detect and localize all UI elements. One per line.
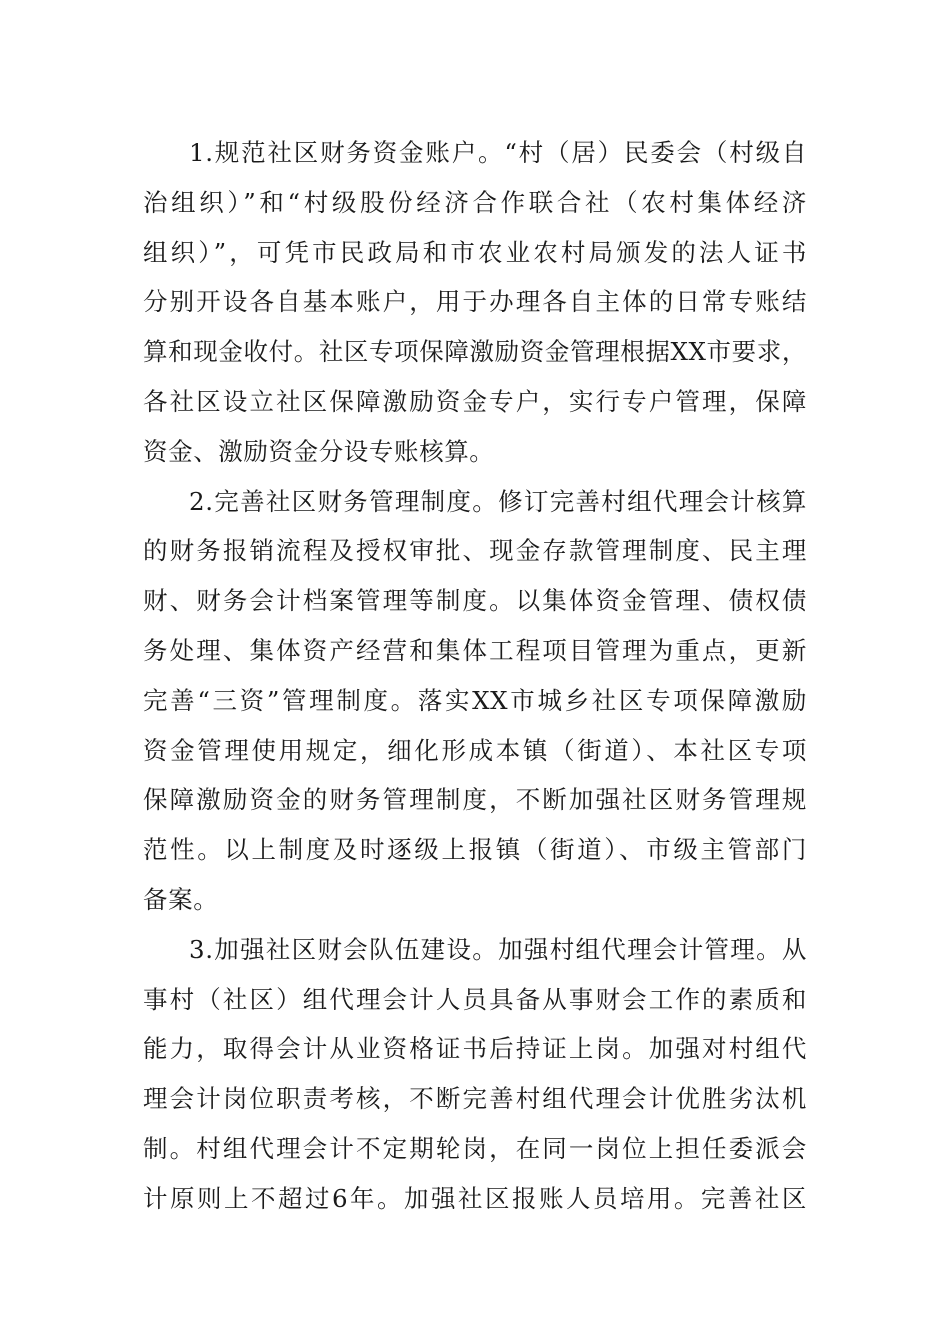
paragraph-line: 计原则上不超过6年。加强社区报账人员培用。完善社区 <box>143 1183 807 1213</box>
paragraph-line: 务处理、集体资产经营和集体工程项目管理为重点，更新 <box>143 635 807 665</box>
paragraph-line: 保障激励资金的财务管理制度，不断加强社区财务管理规 <box>143 785 807 815</box>
paragraph-line: 备案。 <box>143 884 219 914</box>
paragraph-line: 各社区设立社区保障激励资金专户，实行专户管理，保障 <box>143 386 807 416</box>
paragraph-line: 资金、激励资金分设专账核算。 <box>143 436 495 466</box>
paragraph-line: 的财务报销流程及授权审批、现金存款管理制度、民主理 <box>143 536 807 566</box>
paragraph-line: 事村（社区）组代理会计人员具备从事财会工作的素质和 <box>143 984 807 1014</box>
paragraph-line: 治组织）”和“村级股份经济合作联合社（农村集体经济 <box>143 187 807 217</box>
paragraph-line: 范性。以上制度及时逐级上报镇（街道）、市级主管部门 <box>143 835 807 865</box>
paragraph-2 <box>143 477 807 925</box>
paragraph-line: 算和现金收付。社区专项保障激励资金管理根据XX市要求， <box>143 337 807 367</box>
paragraph-line: 组织）”，可凭市民政局和市农业农村局颁发的法人证书 <box>143 237 807 267</box>
paragraph-line: 分别开设各自基本账户，用于办理各自主体的日常专账结 <box>143 287 807 317</box>
paragraph-1 <box>143 128 807 477</box>
paragraph-line: 资金管理使用规定，细化形成本镇（街道）、本社区专项 <box>143 735 807 765</box>
paragraph-line: 1.规范社区财务资金账户。“村（居）民委会（村级自 <box>189 138 807 167</box>
paragraph-line: 制。村组代理会计不定期轮岗，在同一岗位上担任委派会 <box>143 1133 807 1163</box>
paragraph-3 <box>143 925 807 1224</box>
paragraph-line: 财、财务会计档案管理等制度。以集体资金管理、债权债 <box>143 586 807 616</box>
paragraph-line: 能力，取得会计从业资格证书后持证上岗。加强对村组代 <box>143 1034 807 1064</box>
paragraph-line: 完善“三资”管理制度。落实XX市城乡社区专项保障激励 <box>143 685 807 715</box>
paragraph-line: 理会计岗位职责考核，不断完善村组代理会计优胜劣汰机 <box>143 1084 807 1114</box>
paragraph-line: 3.加强社区财会队伍建设。加强村组代理会计管理。从 <box>189 934 807 964</box>
document-body <box>143 128 807 1224</box>
paragraph-line: 2.完善社区财务管理制度。修订完善村组代理会计核算 <box>189 486 807 516</box>
